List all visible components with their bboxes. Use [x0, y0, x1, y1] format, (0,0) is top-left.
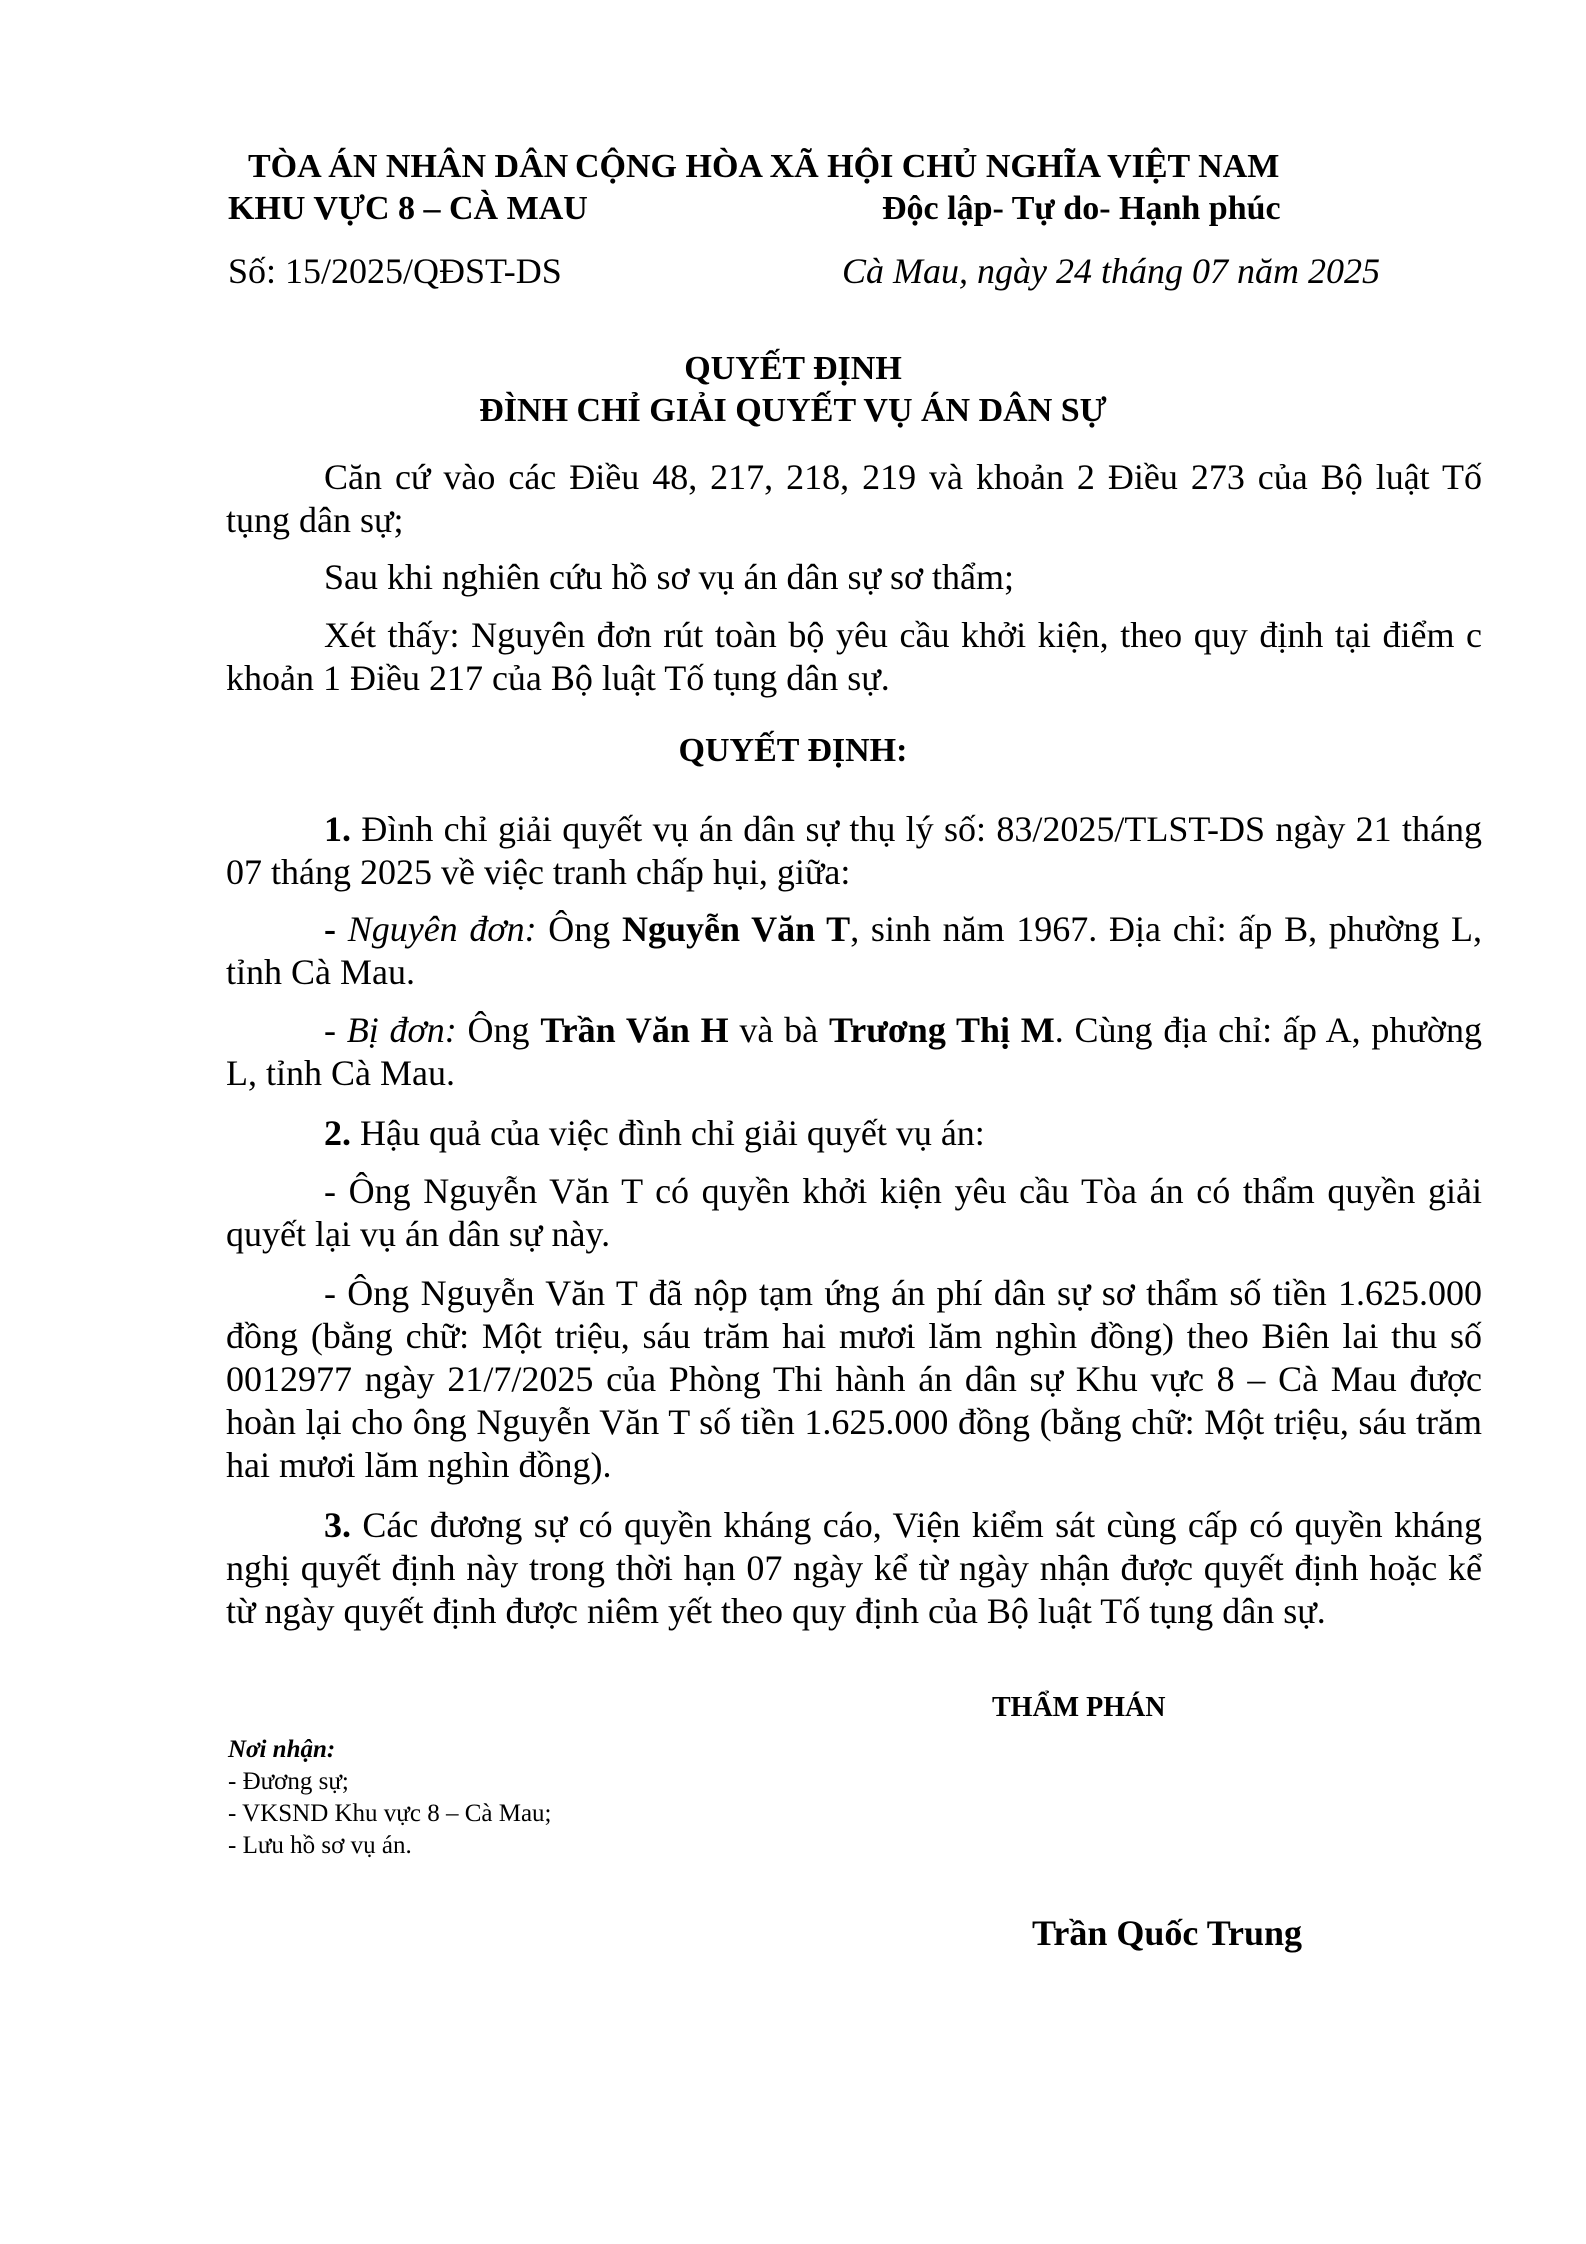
consequence-2 — [226, 1272, 1482, 1487]
item-number: 1. — [324, 809, 351, 849]
preamble-review-text: Sau khi nghiên cứu hồ sơ vụ án dân sự sơ thẩm; — [324, 557, 1015, 597]
nation-motto: Độc lập- Tự do- Hạnh phúc — [882, 190, 1281, 227]
defendant-name-1: Trần Văn H — [540, 1010, 729, 1050]
defendant-prefix: Ông — [456, 1010, 541, 1050]
signer-name: Trần Quốc Trung — [1032, 1913, 1303, 1953]
recipient-item: - VKSND Khu vực 8 – Cà Mau; — [228, 1800, 552, 1827]
court-area: KHU VỰC 8 – CÀ MAU — [228, 190, 588, 227]
recipient-item: - Lưu hồ sơ vụ án. — [228, 1832, 412, 1859]
document-title: QUYẾT ĐỊNH — [684, 350, 902, 387]
preamble-basis-text: Căn cứ vào các Điều 48, 217, 218, 219 và khoản 2 Điều 273 của Bộ luật Tố tụng dân sự; — [226, 457, 1482, 540]
item-number: 3. — [324, 1505, 351, 1545]
consequence-1 — [226, 1170, 1482, 1256]
signer-role: THẨM PHÁN — [992, 1692, 1166, 1723]
item-number: 2. — [324, 1113, 351, 1153]
item-text: Đình chỉ giải quyết vụ án dân sự thụ lý số: 83/2025/TLST-DS ngày 21 tháng 07 tháng 2025 về việc tranh chấp hụi, giữa: — [226, 809, 1482, 892]
plaintiff-label: Nguyên đơn: — [336, 909, 537, 949]
defendant-conj: và bà — [728, 1010, 829, 1050]
defendant-name-2: Trương Thị M — [828, 1010, 1055, 1050]
item-text: Hậu quả của việc đình chỉ giải quyết vụ án: — [351, 1113, 985, 1153]
dash: - — [324, 1010, 347, 1050]
plaintiff-details: , sinh năm 1967. Địa chỉ: ấp B, phường L, tỉnh Cà Mau. — [226, 909, 1483, 992]
defendant-details: . Cùng địa chỉ: ấp A, phường L, tỉnh Cà Mau. — [226, 1010, 1482, 1093]
decision-item-2 — [226, 1112, 1482, 1155]
decision-item-3 — [226, 1504, 1482, 1633]
decision-heading: QUYẾT ĐỊNH: — [678, 732, 908, 769]
dash: - — [324, 909, 336, 949]
consequence-2-text: - Ông Nguyễn Văn T đã nộp tạm ứng án phí dân sự sơ thẩm số tiền 1.625.000 đồng (bằng chữ: Một triệu, sáu trăm hai mươi lăm nghìn đồng) theo Biên lai thu số 0012977 ngày 21/7/2025 của Phòng Thi hành án dân sự Khu vực 8 – Cà Mau được hoàn lại cho ông Nguyễn Văn T số tiền 1.625.000 đồng (bằng chữ: Một triệu, sáu trăm hai mươi lăm nghìn đồng). — [226, 1273, 1482, 1485]
document-number: Số: 15/2025/QĐST-DS — [228, 251, 562, 291]
court-name: TÒA ÁN NHÂN DÂN — [248, 148, 569, 185]
preamble-review — [226, 556, 1482, 599]
nation-title: CỘNG HÒA XÃ HỘI CHỦ NGHĨA VIỆT NAM — [575, 148, 1280, 185]
decision-item-1 — [226, 808, 1482, 894]
recipient-item: - Đương sự; — [228, 1768, 349, 1795]
preamble-basis — [226, 456, 1482, 542]
plaintiff-line — [226, 908, 1482, 994]
document-subtitle: ĐÌNH CHỈ GIẢI QUYẾT VỤ ÁN DÂN SỰ — [479, 392, 1107, 429]
plaintiff-name: Nguyễn Văn T — [622, 909, 851, 949]
preamble-consider — [226, 614, 1482, 700]
plaintiff-prefix: Ông — [536, 909, 623, 949]
defendant-label: Bị đơn: — [346, 1010, 457, 1050]
preamble-consider-text: Xét thấy: Nguyên đơn rút toàn bộ yêu cầu khởi kiện, theo quy định tại điểm c khoản 1 Điều 217 của Bộ luật Tố tụng dân sự. — [226, 615, 1482, 698]
recipients-heading: Nơi nhận: — [228, 1736, 336, 1763]
place-date: Cà Mau, ngày 24 tháng 07 năm 2025 — [842, 251, 1380, 291]
item-text: Các đương sự có quyền kháng cáo, Viện kiểm sát cùng cấp có quyền kháng nghị quyết định này trong thời hạn 07 ngày kể từ ngày nhận được quyết định hoặc kể từ ngày quyết định được niêm yết theo quy định của Bộ luật Tố tụng dân sự. — [226, 1505, 1482, 1631]
consequence-1-text: - Ông Nguyễn Văn T có quyền khởi kiện yêu cầu Tòa án có thẩm quyền giải quyết lại vụ án dân sự này. — [226, 1171, 1482, 1254]
defendant-line — [226, 1009, 1482, 1095]
